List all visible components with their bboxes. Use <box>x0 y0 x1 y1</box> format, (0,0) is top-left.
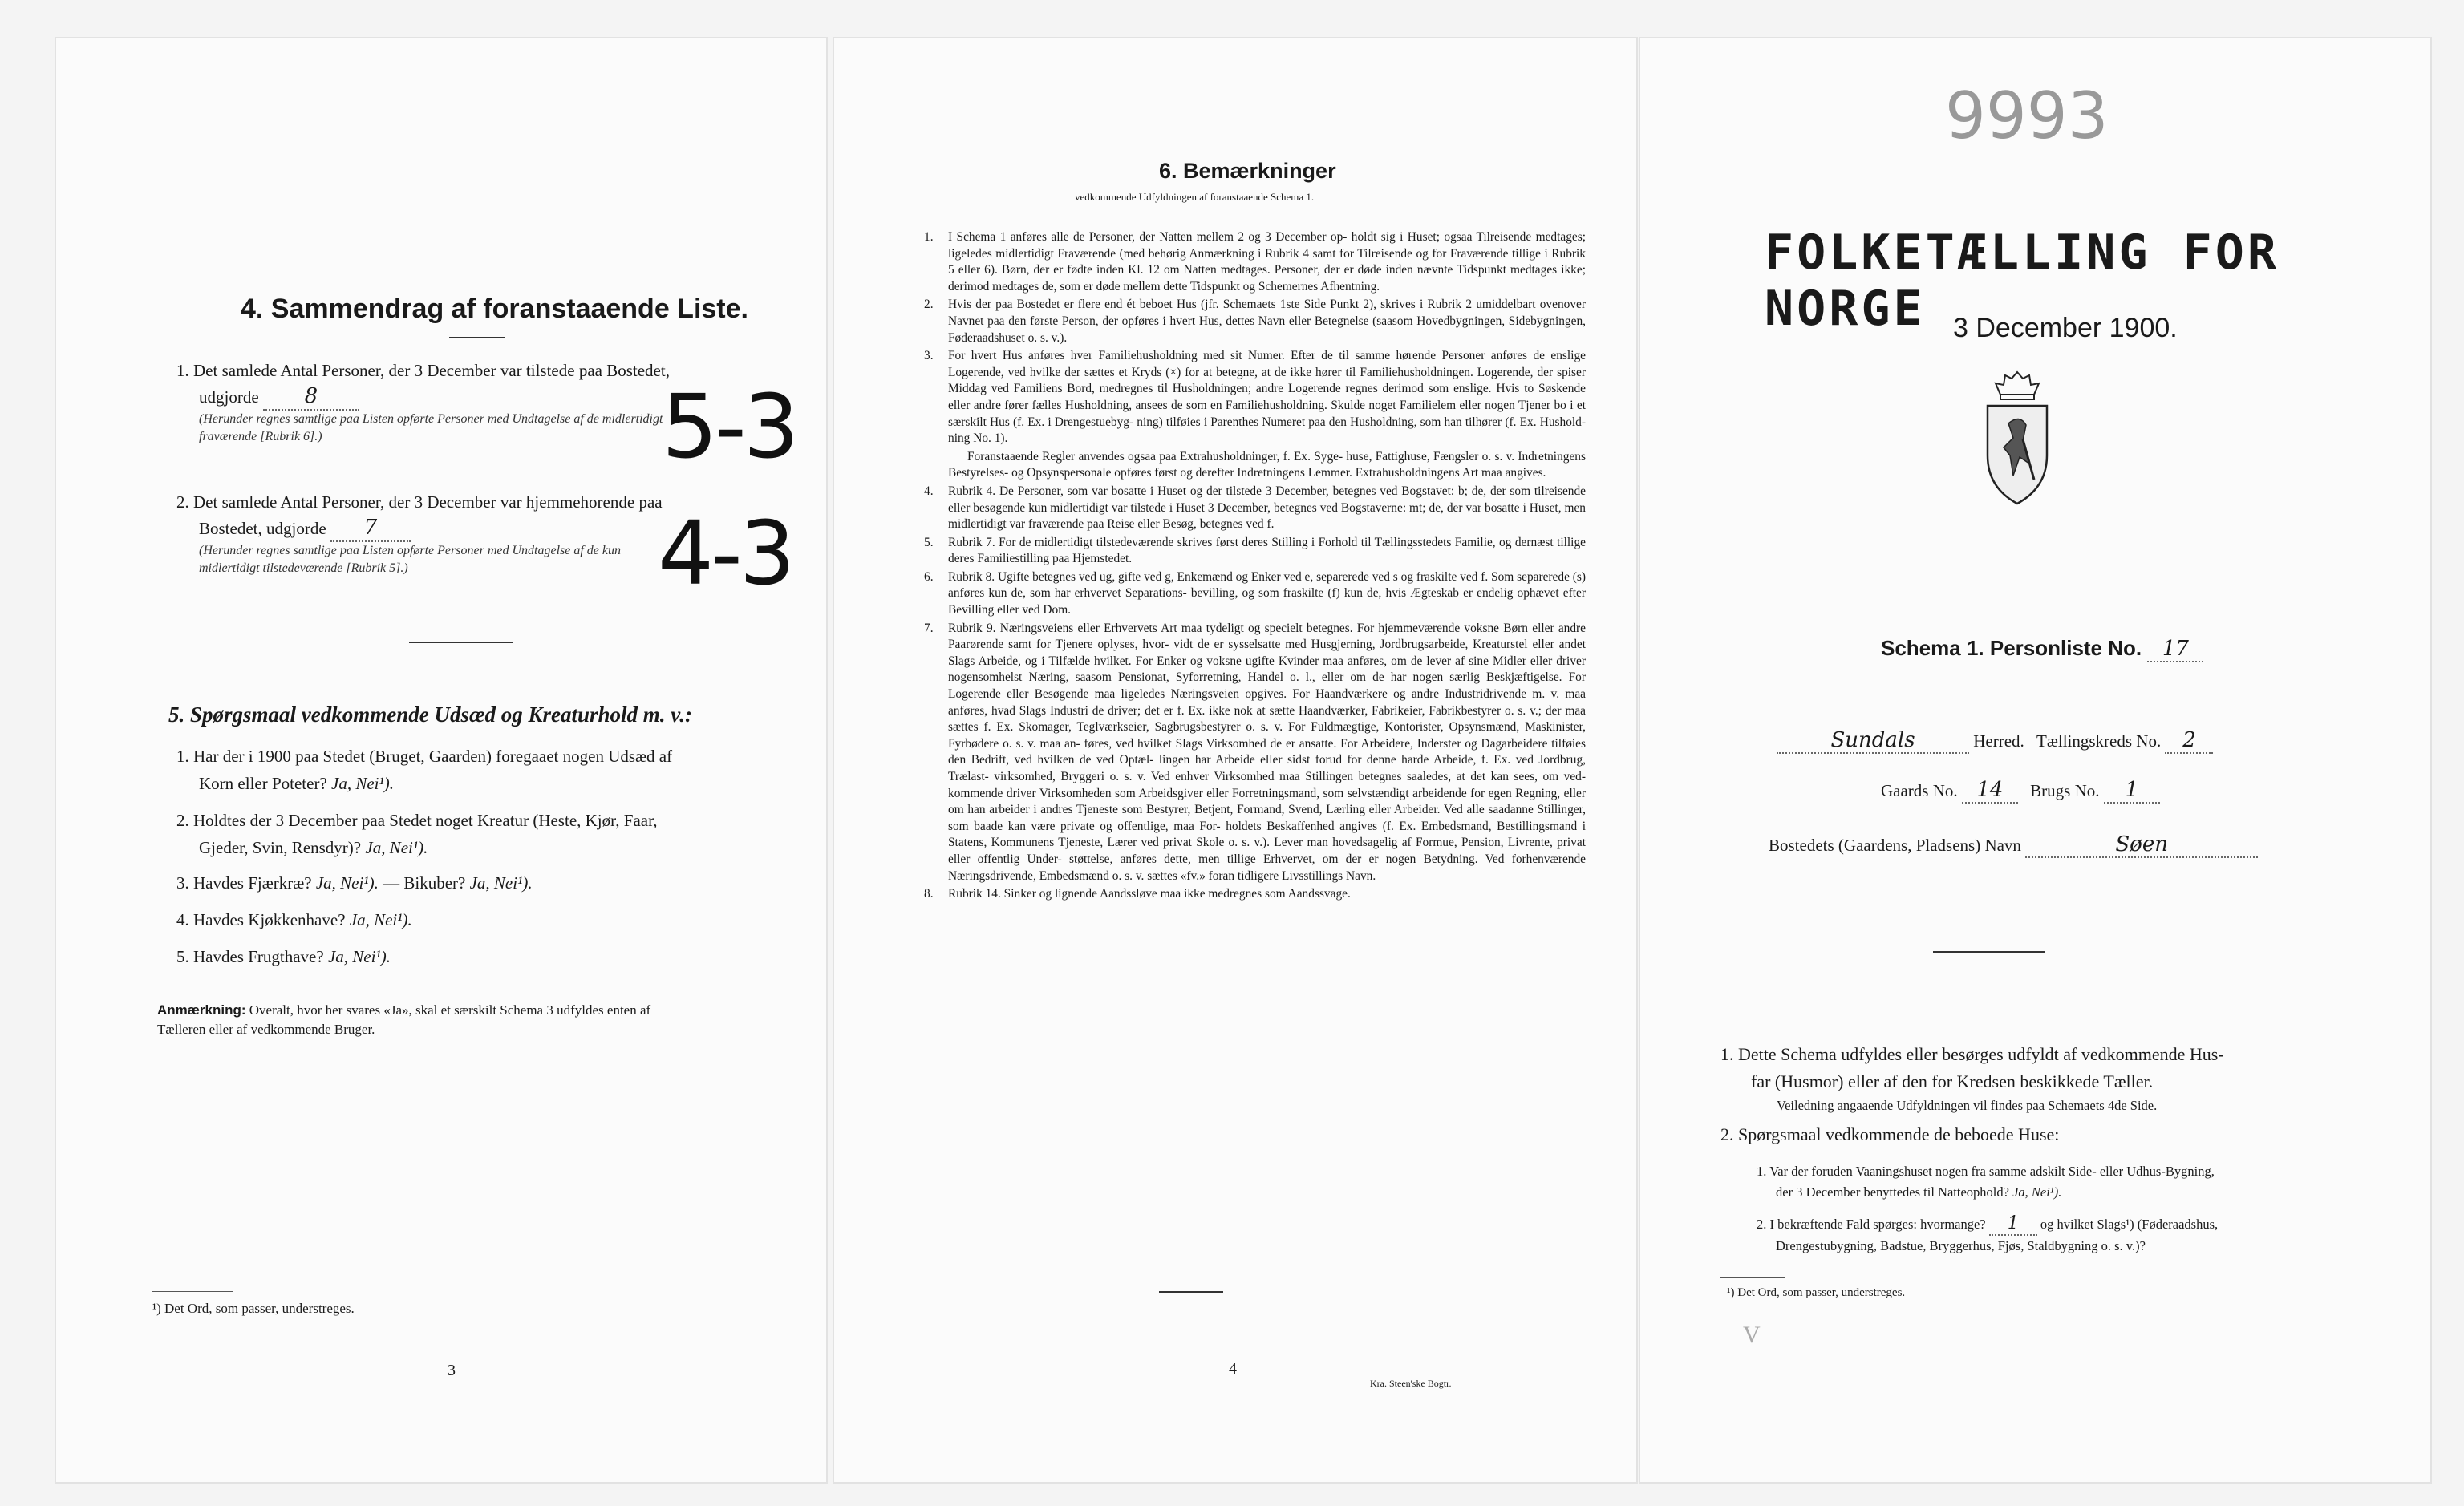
gaards-field: 14 <box>1962 778 2018 804</box>
gaards-label: Gaards No. <box>1881 781 1958 800</box>
q4-answer: Ja, Nei¹). <box>349 910 412 929</box>
remark-number: 2. <box>924 298 934 312</box>
remark-item <box>924 348 1586 447</box>
schema-label <box>1881 636 2203 662</box>
q1-answer: Ja, Nei¹). <box>331 774 395 793</box>
remark-text: Rubrik 4. De Personer, som var bosatte i Huset og der tilstede 3 December, betegnes ved Bogstavet: b; de, der som tilreisende eller besøgende kun midlertidigt var tilstede i Huset 3 December, betegnes ved Bogstaverne: mt; de, der var bosatte i Huset, men midlertidigt var fraværende paa Reise eller Besøg, betegnes ved f. <box>948 484 1586 532</box>
kreds-label: Tællingskreds No. <box>2036 731 2162 751</box>
q4-text: 4. Havdes Kjøkkenhave? <box>176 910 346 929</box>
remark-label: Anmærkning: <box>157 1002 246 1018</box>
item1-note-line: (Herunder regnes samtlige paa Listen opførte Personer med Undtagelse af de midlertidigt <box>199 412 663 426</box>
bosted-field: Søen <box>2025 832 2258 858</box>
q5-answer: Ja, Nei¹). <box>327 947 391 966</box>
remark-item <box>924 569 1586 619</box>
item2-text: 2. Det samlede Antal Personer, der 3 December var hjemmehorende paa <box>176 492 663 512</box>
remark-text: I Schema 1 anføres alle de Personer, der Natten mellem 2 og 3 December op- holdt sig i Huset; ogsaa Tilreisende medtages; ligeledes midlertidigt Fraværende (med behørig Anmærkning i Rubrik 4 samt for Tilreisende og for Fraværende tillige i Rubrik 5 eller 6). Børn, der er fødte inden Kl. 12 om Natten medtages. Personer, der er døde inden nævnte Tidspunkt medtages ikke; derimod medtages de, som er døde mellem dette Tidspunkt og Schemernes Afhentning. <box>948 230 1586 294</box>
divider <box>449 337 505 338</box>
remarks-subtitle: vedkommende Udfyldningen af foranstaaende Schema 1. <box>1075 191 1315 203</box>
footnote: ¹) Det Ord, som passer, understreges. <box>1727 1286 1906 1299</box>
page-number: 3 <box>448 1362 456 1379</box>
hvormange-field: 1 <box>1989 1213 2037 1236</box>
divider <box>1159 1291 1223 1293</box>
remark-number: 7. <box>924 621 934 635</box>
instruction-2-1 <box>1757 1161 2406 1203</box>
footnote: ¹) Det Ord, som passer, understreges. <box>152 1301 355 1316</box>
item2-label: Bostedet, udgjorde <box>199 519 326 538</box>
herred-row <box>1777 728 2213 754</box>
q2-answer: Ja, Nei¹). <box>365 838 428 857</box>
census-title: FOLKETÆLLING FOR NORGE <box>1765 225 2280 337</box>
page-number: 4 <box>1229 1360 1237 1378</box>
question-3 <box>176 869 533 897</box>
question-2 <box>176 807 794 861</box>
instr1-note: Veiledning angaaende Udfyldningen vil findes paa Schemaets 4de Side. <box>1777 1098 2158 1113</box>
remark-item <box>924 886 1586 903</box>
divider <box>1933 951 2045 953</box>
remark-text: For hvert Hus anføres hver Familiehusholdning med sit Numer. Efter de til samme hørende Personer anføres de enslige Logerende, ved hvilke der sættes et Kryds (×) for at betegne, at de ikke hører til Familiehusholdningen. Logerende, der spiser Middag ved Familiens Bord, medregnes til Husholdningen; andre Logerende regnes derimod som enslige. Hvis to Søskende eller andre fører fælles Husholdning, ansees de som en Familiehusholdning. Skulde noget Familielem eller nogen Tjener bo i et særskilt Hus (f. Ex. i Drengestuebyg- ning) tilføies i Parenthes Numeret paa den Husholdning, som han tilhører (f. Ex. Hushold- ning No. 1). <box>948 349 1586 446</box>
q2-text: 2. Holdtes der 3 December paa Stedet noget Kreatur (Heste, Kjør, Faar, <box>176 811 658 830</box>
bosted-row <box>1769 832 2258 858</box>
divider <box>409 642 513 643</box>
remarks-title: 6. Bemærkninger <box>1159 159 1336 183</box>
pencil-tally-1: 5-3 <box>662 375 796 478</box>
remark-text: Tælleren eller af vedkommende Bruger. <box>157 1022 375 1037</box>
instr2-2-text-c: Drengestubygning, Badstue, Bryggerhus, Fjøs, Staldbygning o. s. v.)? <box>1776 1238 2146 1253</box>
q1-text: 1. Har der i 1900 paa Stedet (Bruget, Gaarden) foregaaet nogen Udsæd af <box>176 747 673 766</box>
remark-item <box>924 535 1586 568</box>
remark-number: 3. <box>924 349 934 363</box>
remark-text: Rubrik 7. For de midlertidigt tilstedeværende skrives først deres Stilling i Forhold til Tællingsstedets Familie, og dernæst tillige deres Familiestilling paa Hjemstedet. <box>948 535 1586 566</box>
brugs-label: Brugs No. <box>2030 781 2100 800</box>
instr2-1-text-b: der 3 December benyttedes til Natteophold? <box>1776 1184 2009 1200</box>
question-4 <box>176 906 412 933</box>
herred-field: Sundals <box>1777 728 1969 754</box>
item1-text: 1. Det samlede Antal Personer, der 3 December var tilstede paa Bostedet, <box>176 361 670 380</box>
remarks-list <box>924 229 1586 905</box>
q1-text-b: Korn eller Poteter? <box>199 774 327 793</box>
corner-mark: V <box>1743 1322 1761 1348</box>
personliste-number-field: 17 <box>2147 637 2203 662</box>
remark-item <box>924 297 1586 346</box>
q3-text: 3. Havdes Fjærkræ? <box>176 873 312 893</box>
instruction-2: 2. Spørgsmaal vedkommende de beboede Huse: <box>1720 1124 2060 1144</box>
remark-number: 6. <box>924 569 934 584</box>
instr2-2-text-b: og hvilket Slags¹) (Føderaadshus, <box>2040 1217 2219 1232</box>
footnote-rule <box>1720 1277 1785 1278</box>
item2-note-line: (Herunder regnes samtlige paa Listen opførte Personer med Undtagelse af de kun <box>199 544 621 557</box>
remark <box>157 1001 799 1039</box>
section5-title: 5. Spørgsmaal vedkommende Udsæd og Kreaturhold m. v.: <box>168 702 693 727</box>
footnote-rule <box>152 1291 233 1292</box>
question-1 <box>176 743 794 797</box>
brugs-field: 1 <box>2104 778 2160 804</box>
instr2-2-text: 2. I bekræftende Fald spørges: hvormange? <box>1757 1217 1986 1232</box>
kreds-field: 2 <box>2165 728 2213 754</box>
page-3 <box>56 38 826 1482</box>
remark-number: 8. <box>924 887 934 901</box>
q3-answer: Ja, Nei¹). <box>315 873 379 893</box>
item2-note-line: midlertidigt tilstedeværende [Rubrik 5].) <box>199 561 408 575</box>
pencil-number: 9993 <box>1945 79 2109 153</box>
item1-label: udgjorde <box>199 387 259 407</box>
page-4 <box>834 38 1636 1482</box>
q3-text-b: — Bikuber? <box>383 873 466 893</box>
census-date: 3 December 1900. <box>1953 313 2178 343</box>
bosted-label: Bostedets (Gaardens, Pladsens) Navn <box>1769 836 2021 855</box>
remark-text: Rubrik 9. Næringsveiens eller Erhvervets Art maa tydeligt og specielt betegnes. For hjemmeværende voksne Børn eller andre Paarørende samt for Tjenere oplyses, hvor- vidt de er sysselsatte med Husgjerning, Jordbrugsarbeide, Kreaturstel eller andet Slags Arbeide, og i Tilfælde hvilket. For Enker og voksne ugifte Kvinder maa anføres, om de lever af sine Midler eller driver nogensomhelst Næring, saasom Pensionat, Syforretning, Handel o. l., eller om de har nogen særlig Beskjæftigelse. For Logerende eller Besøgende maa ligeledes Næringsveien opgives. For Haandværkere og andre Industridrivende m. v. maa anføres, hvad Slags Industri de driver; det er f. Ex. ikke nok at sætte Haandværker, Fabrikeier, Fabrikbestyrer o. s. v.; der maa sættes f. Ex. Skomager, Teglværkseier, Sagbrugsbestyrer o. s. v. For Fuldmægtige, Kontorister, Opsynsmænd, Maskinister, Fyrbødere o. s. v. maa an- føres, ved hvilket Slags Virksomhed de er ansatte. For Arbeidere, Inderster og Dagarbeidere tilføies den Bedrift, ved hvilken de ved Optæl- lingen har Arbeide eller sidst forud for denne harde Arbeide, f. Ex. ved Jordbrug, Trælast- virksomhed, Bryggeri o. s. v. Ved enhver Virksomhed maa Stillingen betegnes saaledes, at det kan sees, om ved- kommende driver Virksomheden som Arbeidsgiver eller Forretningsmand, som selvstændigt arbeidende for egen Regning, eller om han arbeider i andres Tjeneste som Bestyrer, Betjent, Formand, Svend, Lærling eller Arbeider. Ved alle saadanne Stillinger, som baade kan være private og offentlige, maa For- holdets Beskaffenhed angives (f. Ex. Embedsmand, Bestillingsmand i Statens, Kommunens Tjeneste, Lærer ved privat Skole o. s. v.). Lever man hovedsagelig af Formue, Pension, Livrente, privat eller offentlig Under- støttelse, anføres dette, men tillige Erhvervet, om der er nogen Betydning. Ved forhenværende Næringsdrivende, Embedsmænd o. s. v. sættes «fv.» foran tidligere Livsstillings Navn. <box>948 621 1586 883</box>
remark-number: 4. <box>924 484 934 498</box>
remark-text: Rubrik 14. Sinker og lignende Aandssløve maa ikke medregnes som Aandssvage. <box>948 887 1351 901</box>
schema-text: Schema 1. Personliste No. <box>1881 636 2142 660</box>
remark-item <box>924 621 1586 885</box>
instr2-1-answer: Ja, Nei¹). <box>2012 1184 2062 1200</box>
section4-title: 4. Sammendrag af foranstaaende Liste. <box>241 294 748 324</box>
instr1-text-b: far (Husmor) eller af den for Kredsen beskikkede Tæller. <box>1751 1071 2154 1091</box>
printer-imprint: Kra. Steen'ske Bogtr. <box>1370 1378 1452 1389</box>
q5-text: 5. Havdes Frugthave? <box>176 947 324 966</box>
instruction-1 <box>1720 1041 2402 1116</box>
resident-count-field: 7 <box>330 515 411 542</box>
remark-item <box>948 449 1586 482</box>
gaards-row <box>1881 778 2160 804</box>
q2-text-b: Gjeder, Svin, Rensdyr)? <box>199 838 362 857</box>
instruction-2-2 <box>1757 1213 2422 1257</box>
remark-number: 5. <box>924 535 934 549</box>
pencil-tally-2: 4-3 <box>658 502 792 605</box>
instr2-1-text: 1. Var der foruden Vaaningshuset nogen fra samme adskilt Side- eller Udhus-Bygning, <box>1757 1164 2215 1179</box>
present-count-field: 8 <box>263 383 359 411</box>
norway-coat-of-arms-icon <box>1981 367 2053 516</box>
q3-answer-b: Ja, Nei¹). <box>469 873 533 893</box>
remark-number: 1. <box>924 230 934 244</box>
remark-text: Foranstaaende Regler anvendes ogsaa paa Extrahusholdninger, f. Ex. Syge- huse, Fattighuse, Fængsler o. s. v. Indretningens Bestyrelses- og Opsynspersonale opføres først og derefter Indretningens Lemmer. Extrahusholdningens Art maa angives. <box>948 449 1586 480</box>
remark-item <box>924 229 1586 295</box>
remark-text: Overalt, hvor her svares «Ja», skal et særskilt Schema 3 udfyldes enten af <box>249 1002 651 1018</box>
item1-note-line: fraværende [Rubrik 6].) <box>199 430 322 443</box>
herred-label: Herred. <box>1973 731 2024 751</box>
question-5 <box>176 943 391 970</box>
page-1 <box>1640 38 2430 1482</box>
remark-text: Hvis der paa Bostedet er flere end ét beboet Hus (jfr. Schemaets 1ste Side Punkt 2), skrives i Rubrik 2 umiddelbart ovenover Navnet paa den første Person, der opføres i hvert Hus, dettes Navn eller Betegnelse (saasom Hovedbygningen, Sidebygningen, Føderaadshuset o. s. v.). <box>948 298 1586 345</box>
remark-text: Rubrik 8. Ugifte betegnes ved ug, gifte ved g, Enkemænd og Enker ved e, separerede ved s og fraskilte ved f. Som separerede (s) anføres kun de, som har erhvervet Separations- bevilling, og som fraskilte (f) kun de, hvis Ægteskab er endelig ophævet efter Bevilling eller ved Dom. <box>948 569 1586 617</box>
remark-item <box>924 484 1586 533</box>
instr1-text: 1. Dette Schema udfyldes eller besørges udfyldt af vedkommende Hus- <box>1720 1044 2224 1064</box>
